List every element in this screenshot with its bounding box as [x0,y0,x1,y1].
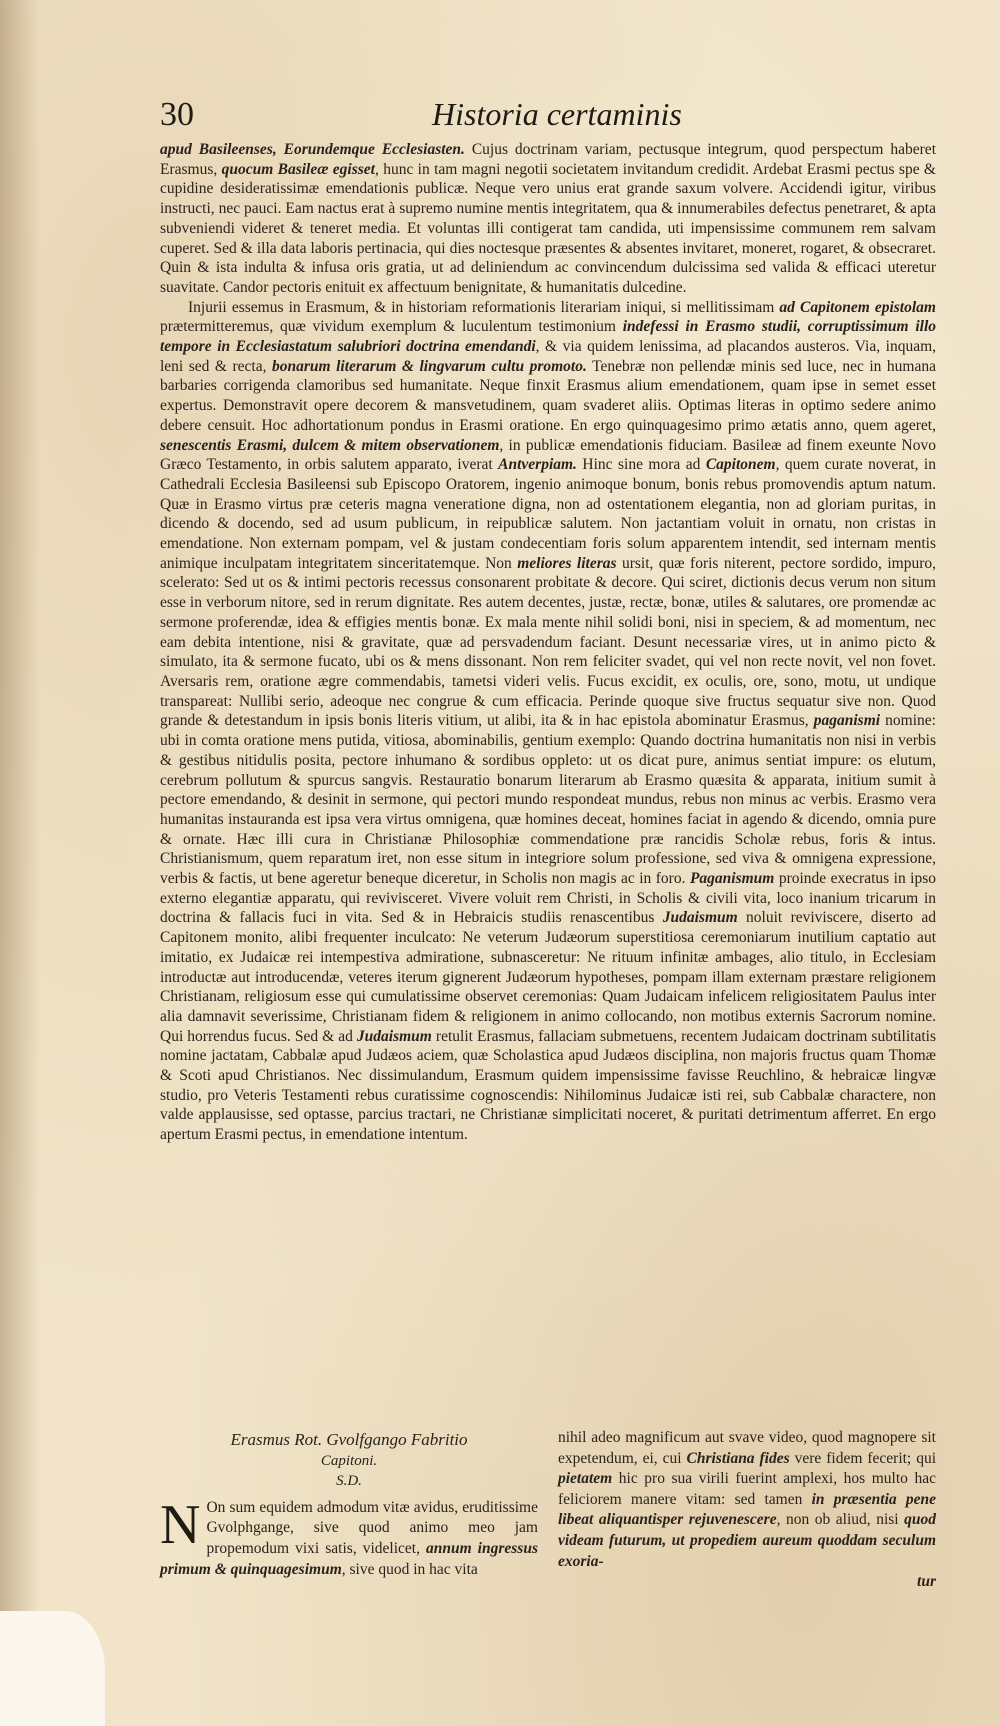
emphasis-text: bonarum literarum & lingvarum cultu promoto. [272,357,587,375]
letter-section [160,1428,936,1618]
body-text: Hinc sine mora ad [576,456,706,474]
body-text: noluit reviviscere, diserto ad Capitonem monito, alibi frequenter inculcato: Ne veterum Judæorum superstitiosa ceremoniarum inutilium captatio aut imitatio, ex Judaicæ rei intempestiva admiratione, subnasceretur: Ne rituum infinitæ ambages, alio titulo, in Ecclesiam introductæ aut introducendæ, veteres iterum gignerent Judæorum hypotheses, pompam illam externam præstare religionem Christianam, religiosum esse qui cumulatissime observet ceremonias: Quam Judaicam infelicem religiositatem Paulus inter alia damnavit severissime, Christianam fidem & religionem in animo collocando, non motibus externis Sacrorum nomine. Qui horrendus fucus. Sed & ad [160,909,936,1045]
body-text: nihil adeo magnificum aut svave video, quod magnopere sit expetendum, ei, cui [558,1429,936,1467]
emphasis-text: quod videam futurum, ut propediem aureum quoddam seculum exoria- [558,1511,936,1570]
emphasis-text: Christiana fides [686,1449,790,1467]
main-text [160,140,936,1145]
body-text: , & via quidem lenissima, ad placandos austeros. Via, inquam, leni sed & recta, [160,338,937,375]
emphasis-text: apud Basileenses, Eorundemque Ecclesiasten. [160,141,465,158]
letter-left-column [160,1428,538,1580]
torn-corner [0,1611,105,1726]
letter-right-text [558,1428,936,1572]
emphasis-text: Paganismum [689,870,775,888]
paragraph-2 [160,298,936,1145]
page-header [160,96,680,142]
emphasis-text: Judaismum [662,909,738,927]
body-text: On sum equidem admodum vitæ avidus, eruditissime Gvolphgange, sive quod animo meo jam propemodum vixi satis, videlicet, [206,1498,538,1557]
body-text: prætermitteremus, quæ vividum exemplum & luculentum testimonium [160,318,623,336]
paragraph-1 [160,140,936,298]
emphasis-text: ad Capitonem epistolam [779,298,936,316]
emphasis-text: quocum Basileæ egisset [221,160,375,178]
body-text: , non ob aliud, nisi [776,1511,905,1529]
body-text: proinde execratus in ipso externo elegantiæ apparatu, qui revivisceret. Vivere voluit rem Christi, in Scholis & civili vita, loco inanium tricarum in doctrina & fallacis fuci in vita. Sed & in Hebraicis studiis renascentibus [160,870,937,927]
body-text: ursit, quæ foris niterent, pectore sordido, impuro, scelerato: Sed ut os & intimi pectoris recessus consonarent probitate & decore. Qui sciret, dictionis decus verum non situm esse in verborum nitore, sed in rerum dignitate. Res autem decentes, justæ, rectæ, bonæ, utiles & salutares, ore promendæ ac sermone proferendæ, idea & effigies mentis bonæ. Ex mala mente nihil solidi boni, nisi in speciem, & ad momentum, nec eam debita intentione, nisi & gravitate, quæ ad persvadendum faciant. Desunt necessariæ vires, ut in animo picto & simulato, ita & sermone fucato, ubi os & mens dissonant. Non rem feliciter svadet, qui vel non recte novit, vel non fovet. Aversaris rem, oratione ægre commendabis, tametsi videri velis. Fucus excidit, ex oculis, ore, sono, motu, ut undique transpareat: Nullibi serio, adeoque nec congrue & cum efficacia. Perinde quoque sive fructus sequatur sive non. Quod grande & detestandum in ipsis bonis literis vitium, ut alibi, ita & in hac epistola abominatur Erasmus, [160,554,936,730]
emphasis-text: meliores literas [517,554,617,572]
body-text: Cujus doctrinam variam, pectusque integrum, quod perspectum haberet Erasmus, [160,141,936,178]
letter-recipient: Capitoni. [320,1452,378,1469]
emphasis-text: Capitonem [705,456,776,474]
catchword: tur [917,1573,936,1591]
emphasis-text: pietatem [558,1470,613,1488]
letter-heading: Erasmus Rot. Gvolfgango Fabritio [230,1430,468,1449]
page-number: 30 [160,96,194,133]
letter-salutation: S.D. [336,1473,362,1490]
body-text: vere fidem fecerit; qui [789,1449,936,1467]
body-text: , hunc in tam magni negotii societatem invitandum credidit. Ardebat Erasmi pectus spe & cupidine desideratissimæ emendationis publicæ. Neque vero unius erat grande saxum volvere. Accidendi igitur, viribus instructi, nec pauci. Eam nactus erat à supremo numine mentis integritatem, qua & innumerabiles defectus penetraret, & apta subveniendi videret & teneret media. Et voluntas illi contigerat tam candida, uti impensissime communem rem salvam cuperet. Sed & illa data laboris pertinacia, qui dies noctesque præsentes & absentes invitaret, moneret, rogaret, & obsecraret. Quin & ista indulta & infusa oris gratia, ut ad deliniendum ac convincendum dulcissima sed valida & efficaci uteretur suavitate. Candor pectoris enituit ex affectuum benignitate, & humanitatis dulcedine. [160,160,936,296]
body-text: hic pro sua virili fuerint amplexi, hos multo hac feliciorem manere vitam: sed tamen [558,1470,936,1508]
letter-right-column [558,1428,936,1593]
emphasis-text: paganismi [813,712,881,730]
emphasis-text: Judaismum [356,1027,432,1045]
emphasis-text: indefessi in Erasmo studii, corruptissimum illo tempore in Ecclesiastatum salubriori doctrina emendandi [160,318,937,356]
body-text: Tenebræ non pellendæ minis sed luce, nec in humana barbaries corrigenda clamoribus sed humanitate. Neque finxit Erasmus alium emendationem, quam ipse in semet esset expertus. Demonstravit opere decorem & mansvetudinem, quam svaderet aliis. Optimas literas in optimo sedere animo debere censuit. Hoc adhortationum pondus in Erasmi oratione. En ergo quinquagesimo primo ætatis anno, quem ageret, [160,357,936,434]
drop-cap: N [160,1493,201,1556]
body-text: retulit Erasmus, fallaciam submetuens, recentem Judaicam doctrinam subtilitatis nomine jactatam, Cabbalæ apud Judæos aciem, quæ Scholastica apud Judæos disciplina, non majoris fructus quam Thomæ & Scoti apud Christianos. Nec dissimulandum, Erasmum quidem impensissime favisse Reuchlino, & hebraicæ lingvæ studio, pro Veteris Testamenti rebus curatissime cognoscendis: Nihilominus Judaicæ isti rei, sub Cabbalæ charactere, non valde applausisse, sed optasse, parcius tractari, ne Christianæ simplicitati noceret, & puritati detrimentum afferret. En ergo apertum Erasmi pectus, in emendatione intentum. [160,1027,937,1144]
letter-opening [160,1493,538,1580]
letter-left-text [160,1493,538,1578]
body-text: nomine: ubi in comta oratione mens putida, vitiosa, abominabilis, gentium exemplo: Quando doctrina humanitatis non nisi in verbis & gestibus nitidulis posita, pectore inhumano & sordibus oppleto: ut os dicat pure, animus sentiat impure: os elutum, cerebrum pollutum & spurcus sangvis. Restauratio bonarum literarum ab Erasmo quæsita & apparata, initium sumit à pectore emendando, & desinit in sermone, qui pectori mundo respondeat mundus, rebus non minus ac verbis. Erasmo vera humanitas instauranda est ipsa vera virtus omnigena, quæ homines deceat, homines faciat in agendo & dicendo, omnia pure & ornate. Hæc illi cura in Christianæ Philosophiæ commendatione præ rancidis Scholæ rebus, foris & intus. Christianismum, quem reparatum iret, non esse situm in integriore solum professione, sed viva & omnigena expressione, verbis & factis, ut bene ageretur beneque diceretur, in Scholis non magis ac in foro. [160,712,936,888]
body-text: Injurii essemus in Erasmum, & in historiam reformationis literariam iniqui, si mellitissimam [188,298,780,316]
body-text: , in publicæ emendationis fiduciam. Basileæ ad finem exeunte Novo Græco Testamento, in orbis salutem apparato, iverat [160,436,936,474]
emphasis-text: annum ingressus primum & quinquagesimum [160,1539,538,1578]
body-text: , sive quod in hac vita [341,1560,478,1578]
running-title: Historia certaminis [432,96,682,132]
emphasis-text: senescentis Erasmi, dulcem & mitem observationem [160,436,500,454]
emphasis-text: in præsentia pene libeat aliquantisper rejuvenescere [558,1490,937,1529]
binding-shadow [0,0,40,1726]
emphasis-text: Antverpiam. [498,456,577,474]
body-text: , quem curate noverat, in Cathedrali Ecclesia Basileensi sub Episcopo Oratorem, ingenio animoque bonum, bonis rebus promovendis aptum natum. Quæ in Erasmo virtus præ ceteris magna veneratione digna, non ad ostentationem elegantia, non ad gloriam puritas, in dicendo & docendo, sed ad usum publicum, in reipublicæ salutem. Non jactantiam voluit in ornatu, non cristas in emendatione. Non externam pompam, vel & justam condecentiam foris solum apparentem intendit, sed internam mentis animique inculpatam integritatem sinceritatemque. Non [160,456,936,572]
